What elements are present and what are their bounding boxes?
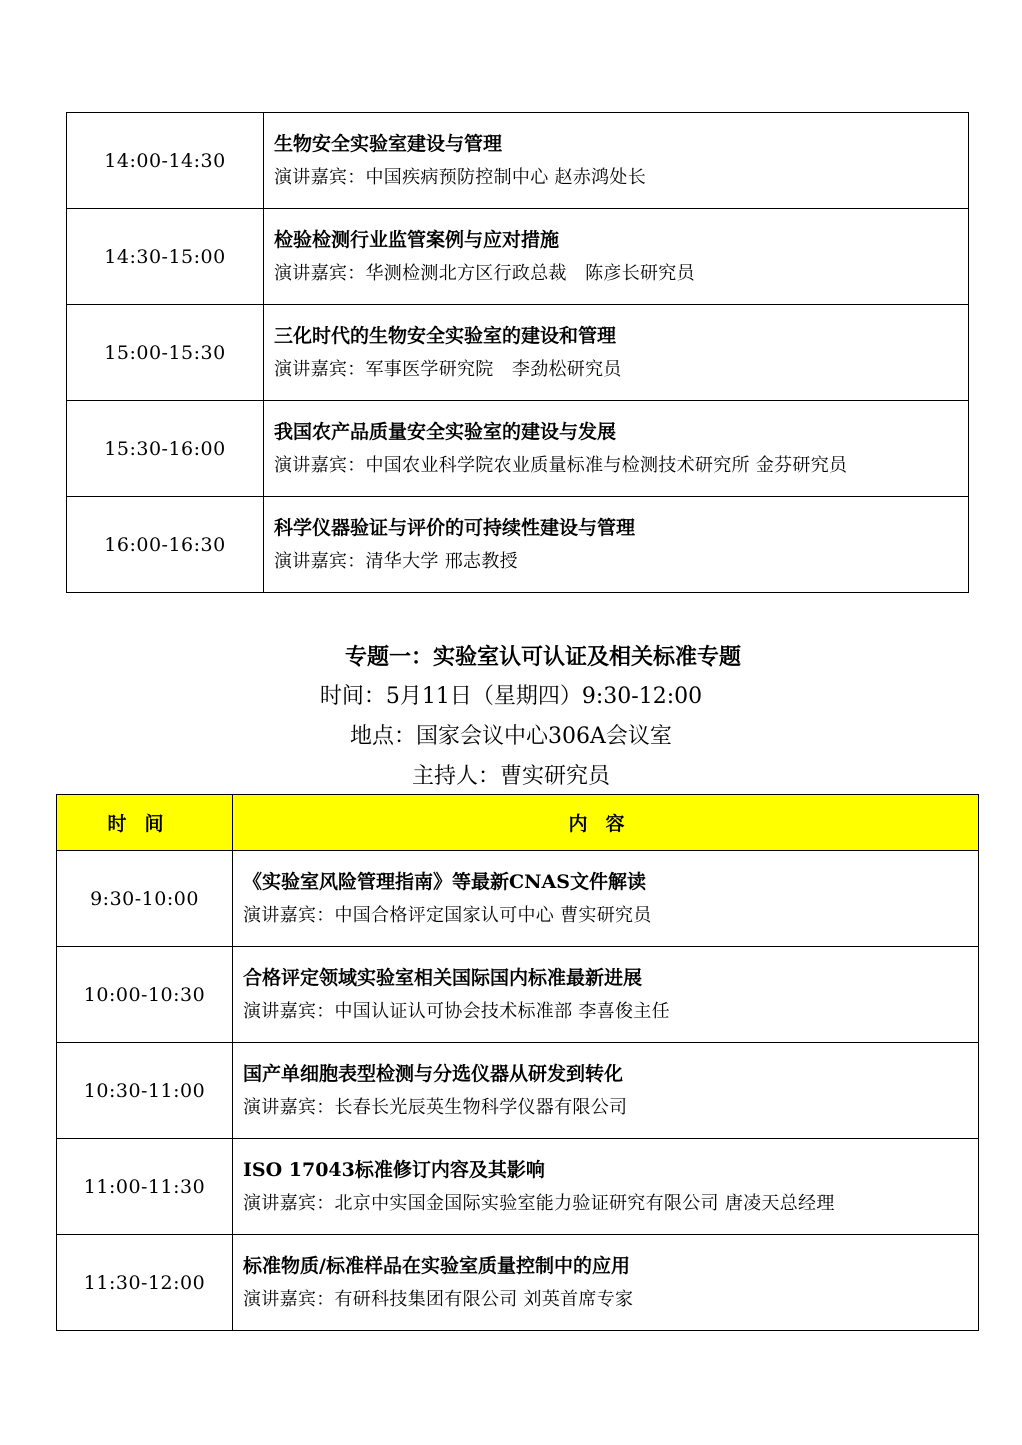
time-cell: 15:30-16:00 (67, 401, 264, 497)
session-title: 专题一：实验室认可认证及相关标准专题 (344, 644, 741, 670)
time-cell: 15:00-15:30 (67, 305, 264, 401)
speaker-info: 演讲嘉宾：清华大学 邢志教授 (274, 550, 518, 572)
content-cell (233, 1235, 979, 1331)
time-cell: 11:00-11:30 (57, 1139, 233, 1235)
table-row (67, 401, 969, 497)
topic-title: 科学仪器验证与评价的可持续性建设与管理 (274, 516, 636, 539)
content-cell (233, 947, 979, 1043)
table-row (67, 209, 969, 305)
table-row (57, 947, 979, 1043)
speaker-info: 演讲嘉宾：有研科技集团有限公司 刘英首席专家 (243, 1288, 634, 1310)
topic-title: ISO 17043标准修订内容及其影响 (243, 1158, 545, 1181)
speaker-info: 演讲嘉宾：中国疾病预防控制中心 赵赤鸿处长 (274, 166, 647, 188)
session-schedule-table (56, 794, 979, 1331)
table-row (57, 1235, 979, 1331)
topic-title: 我国农产品质量安全实验室的建设与发展 (274, 420, 617, 443)
table-row (57, 1139, 979, 1235)
speaker-info: 演讲嘉宾：中国合格评定国家认可中心 曹实研究员 (243, 904, 652, 926)
table-header-row (57, 795, 979, 851)
content-cell (264, 113, 969, 209)
speaker-info: 演讲嘉宾：北京中实国金国际实验室能力验证研究有限公司 唐凌天总经理 (243, 1192, 835, 1214)
topic-title: 国产单细胞表型检测与分选仪器从研发到转化 (243, 1062, 624, 1085)
speaker-info: 演讲嘉宾：中国认证认可协会技术标准部 李喜俊主任 (243, 1000, 670, 1022)
topic-title: 合格评定领域实验室相关国际国内标准最新进展 (243, 966, 643, 989)
table-row (67, 305, 969, 401)
time-cell: 10:30-11:00 (57, 1043, 233, 1139)
content-cell (233, 1043, 979, 1139)
topic-title: 《实验室风险管理指南》等最新CNAS文件解读 (243, 870, 646, 893)
afternoon-schedule-table (66, 112, 969, 593)
speaker-info: 演讲嘉宾：军事医学研究院 李劲松研究员 (274, 358, 622, 380)
content-cell (264, 305, 969, 401)
content-cell (233, 851, 979, 947)
table-row (57, 851, 979, 947)
header-content: 内容 (233, 795, 979, 851)
topic-title: 标准物质/标准样品在实验室质量控制中的应用 (243, 1254, 630, 1277)
time-cell: 14:00-14:30 (67, 113, 264, 209)
session-host: 主持人：曹实研究员 (411, 764, 610, 789)
time-cell: 10:00-10:30 (57, 947, 233, 1043)
header-time: 时间 (57, 795, 233, 851)
content-cell (264, 209, 969, 305)
session-time: 时间：5月11日（星期四）9:30-12:00 (319, 684, 703, 709)
content-cell (264, 401, 969, 497)
time-cell: 9:30-10:00 (57, 851, 233, 947)
content-cell (264, 497, 969, 593)
time-cell: 16:00-16:30 (67, 497, 264, 593)
session-info (0, 637, 1022, 797)
time-cell: 11:30-12:00 (57, 1235, 233, 1331)
speaker-info: 演讲嘉宾：长春长光辰英生物科学仪器有限公司 (243, 1096, 628, 1118)
topic-title: 生物安全实验室建设与管理 (274, 132, 503, 155)
time-cell: 14:30-15:00 (67, 209, 264, 305)
table-row (57, 1043, 979, 1139)
table-row (67, 113, 969, 209)
speaker-info: 演讲嘉宾：中国农业科学院农业质量标准与检测技术研究所 金芬研究员 (274, 454, 848, 476)
topic-title: 检验检测行业监管案例与应对措施 (274, 228, 560, 251)
topic-title: 三化时代的生物安全实验室的建设和管理 (274, 324, 617, 347)
session-location: 地点：国家会议中心306A会议室 (350, 724, 672, 749)
table-row (67, 497, 969, 593)
content-cell (233, 1139, 979, 1235)
speaker-info: 演讲嘉宾：华测检测北方区行政总裁 陈彦长研究员 (274, 262, 695, 284)
